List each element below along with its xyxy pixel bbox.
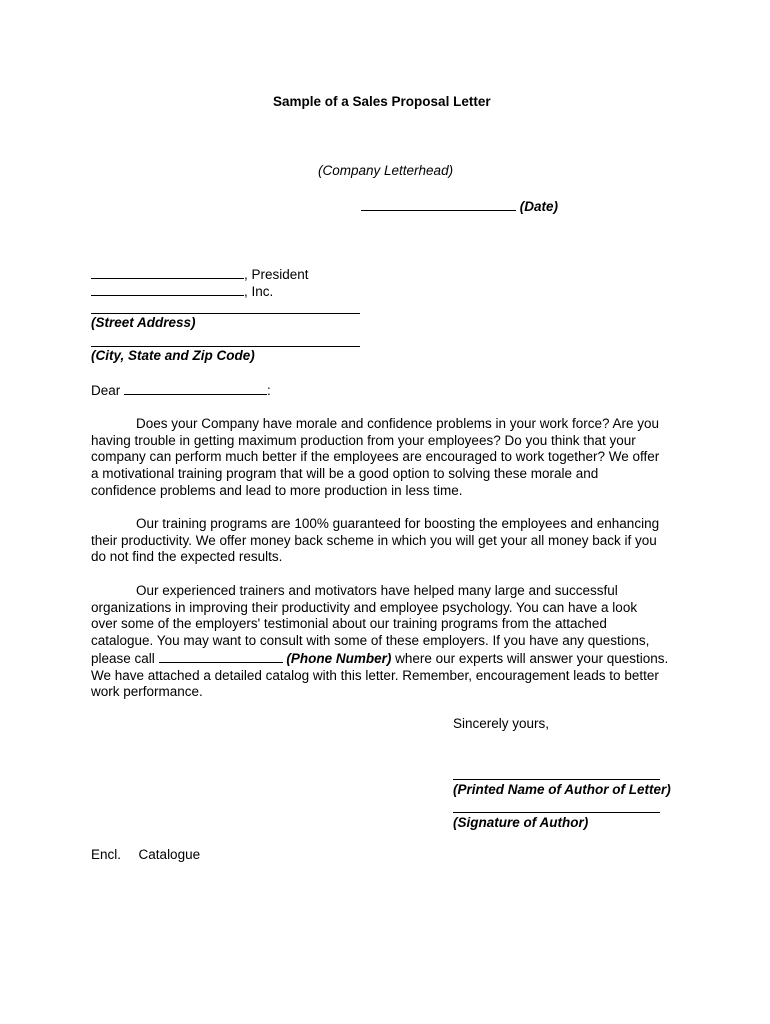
paragraph-line: We have attached a detailed catalog with this letter. Remember, encouragement leads to better [91, 667, 659, 683]
enclosure-label: Encl. [91, 847, 122, 862]
salutation [91, 382, 271, 398]
enclosure-item: Catalogue [138, 847, 201, 862]
date-line [361, 198, 558, 214]
paragraph-1 [91, 416, 691, 500]
paragraph-line: Does your Company have morale and confidence problems in your work force? Are you [136, 416, 660, 431]
paragraph-3 [91, 583, 691, 701]
inc-line [91, 283, 273, 299]
document-title: Sample of a Sales Proposal Letter [273, 94, 491, 109]
printed-name-label: (Printed Name of Author of Letter) [453, 782, 671, 797]
printed-name-rule [453, 779, 660, 780]
date-blank [361, 198, 516, 211]
city-state-zip-label: (City, State and Zip Code) [91, 348, 255, 363]
paragraph-line: Our training programs are 100% guaranteed for boosting the employees and enhancing [136, 516, 660, 531]
inc-blank [91, 283, 244, 296]
paragraph-line: catalogue. You may want to consult with some of these employers. If you have any questions, [91, 633, 650, 649]
street-rule [91, 313, 360, 314]
president-blank [91, 266, 244, 279]
salutation-blank [124, 382, 267, 395]
inc-suffix: , Inc. [244, 284, 274, 299]
date-label: (Date) [519, 199, 559, 214]
paragraph-line: confidence problems and lead to more production in less time. [91, 482, 463, 498]
signature-label: (Signature of Author) [453, 815, 589, 830]
street-address-label: (Street Address) [91, 315, 196, 330]
paragraph-line: organizations in improving their productivity and employee psychology. You can have a look [91, 599, 638, 615]
paragraph-line: having trouble in getting maximum production from your employees? Do you think that your [91, 432, 636, 448]
paragraph-line: work performance. [91, 684, 203, 700]
phone-call-line [91, 650, 691, 668]
salutation-dear: Dear [91, 383, 121, 398]
paragraph-line: their productivity. We offer money back scheme in which you will get your all money back if you [91, 532, 657, 548]
phone-number-label: (Phone Number) [286, 650, 392, 666]
paragraph-line: Our experienced trainers and motivators have helped many large and successful [136, 583, 618, 598]
paragraph-line: over some of the employers' testimonial about our training programs from the attached [91, 616, 607, 632]
paragraph-line: do not find the expected results. [91, 549, 283, 565]
signature-rule [453, 812, 660, 813]
call-prefix: please call [91, 650, 155, 666]
salutation-colon: : [267, 383, 271, 398]
paragraph-2 [91, 516, 691, 566]
phone-blank [159, 650, 283, 663]
paragraph-line: a motivational training program that will be a good option to solving these morale and [91, 466, 599, 482]
city-rule [91, 346, 360, 347]
paragraph-line: company can perform much better if the employees are encouraged to work together? We offer [91, 449, 660, 465]
president-line [91, 266, 309, 282]
call-suffix: where our experts will answer your questions. [395, 650, 669, 666]
president-suffix: , President [244, 267, 309, 282]
enclosure [91, 847, 200, 862]
closing: Sincerely yours, [453, 716, 550, 731]
company-letterhead: (Company Letterhead) [318, 163, 454, 178]
